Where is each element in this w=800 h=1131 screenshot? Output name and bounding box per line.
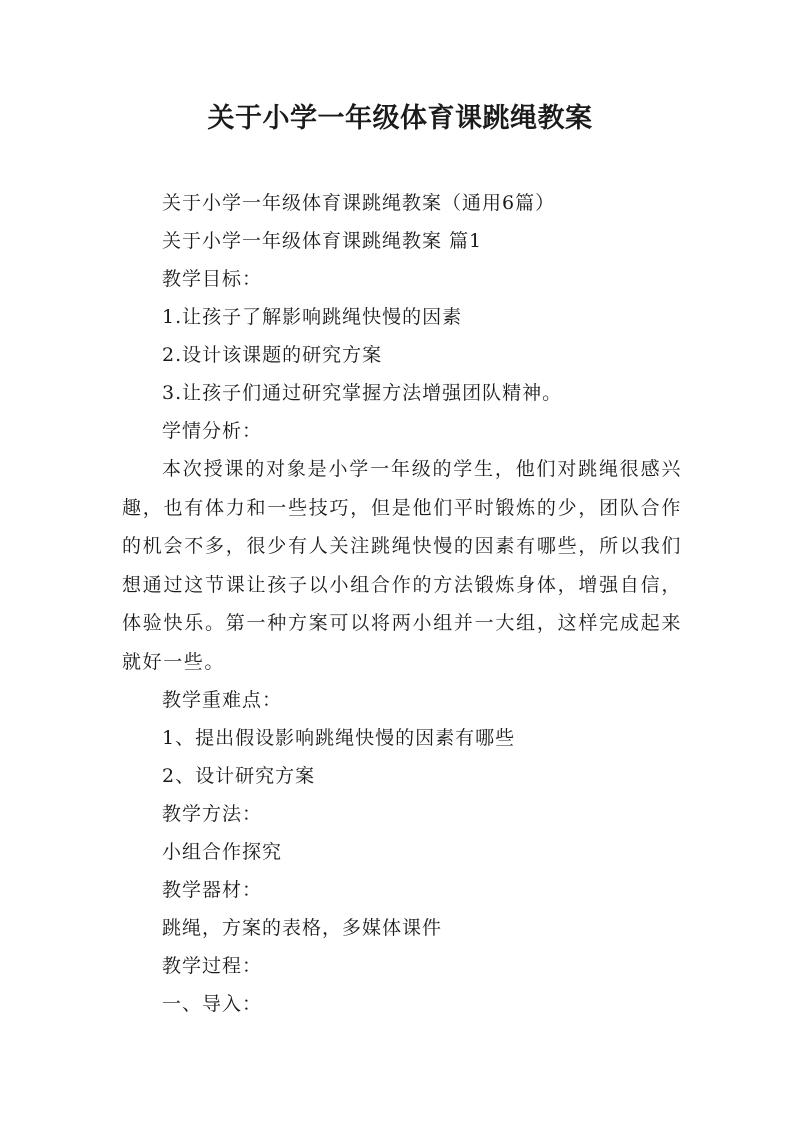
key-point-item: 1、提出假设影响跳绳快慢的因素有哪些	[162, 727, 516, 749]
heading-process: 教学过程：	[162, 955, 263, 977]
document-title: 关于小学一年级体育课跳绳教案	[207, 103, 593, 134]
objective-item: 1.让孩子了解影响跳绳快慢的因素	[162, 306, 463, 328]
equipment-item: 跳绳，方案的表格，多媒体课件	[162, 917, 443, 939]
document-body	[122, 184, 682, 1023]
objective-item: 2.设计该课题的研究方案	[162, 344, 383, 366]
process-step: 一、导入：	[162, 993, 263, 1015]
objective-item: 3.让孩子们通过研究掌握方法增强团队精神。	[162, 382, 563, 404]
heading-objectives: 教学目标：	[162, 268, 263, 290]
section-heading: 关于小学一年级体育课跳绳教案 篇1	[162, 230, 483, 252]
heading-equipment: 教学器材：	[162, 879, 263, 901]
heading-methods: 教学方法：	[162, 803, 263, 825]
key-point-item: 2、设计研究方案	[162, 765, 316, 787]
method-item: 小组合作探究	[162, 841, 283, 863]
subtitle-line: 关于小学一年级体育课跳绳教案（通用6篇）	[162, 192, 556, 214]
heading-key-points: 教学重难点：	[162, 689, 283, 711]
heading-analysis: 学情分析：	[162, 420, 263, 442]
analysis-paragraph: 本次授课的对象是小学一年级的学生，他们对跳绳很感兴趣，也有体力和一些技巧，但是他们平时锻炼的少，团队合作的机会不多，很少有人关注跳绳快慢的因素有哪些，所以我们想通过这节课让孩子以小组合作的方法锻炼身体，增强自信，体验快乐。第一种方案可以将两小组并一大组，这样完成起来就好一些。	[122, 458, 682, 673]
